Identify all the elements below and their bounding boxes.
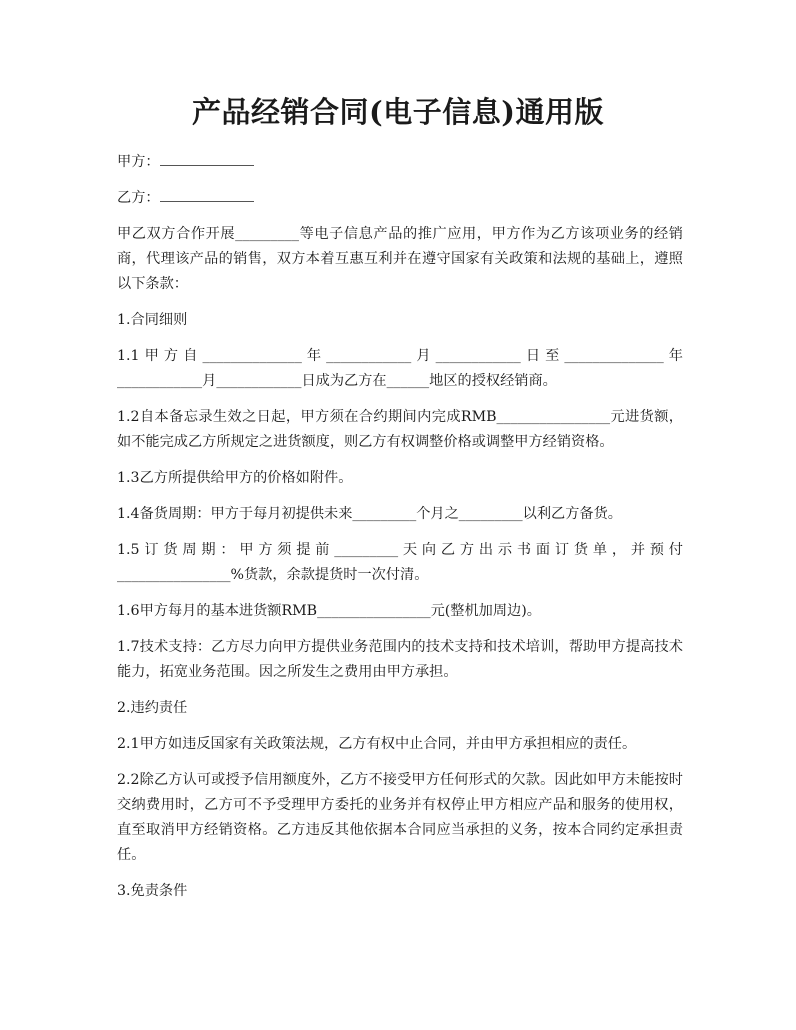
section-3-heading: 3.免责条件 bbox=[117, 883, 188, 899]
party-b-label: 乙方： bbox=[117, 190, 160, 206]
party-a-label: 甲方： bbox=[117, 154, 160, 170]
clause-1-7: 1.7技术支持：乙方尽力向甲方提供业务范围内的技术支持和技术培训，帮助甲方提高技术能力，拓宽业务范围。因之所发生之费用由甲方承担。 bbox=[117, 639, 683, 680]
party-b-line bbox=[117, 186, 683, 211]
clause-1-3: 1.3乙方所提供给甲方的价格如附件。 bbox=[117, 470, 353, 486]
section-1-heading: 1.合同细则 bbox=[117, 312, 188, 328]
clause-2-2: 2.2除乙方认可或授予信用额度外，乙方不接受甲方任何形式的欠款。因此如甲方未能按时交纳费用时，乙方可不予受理甲方委托的业务并有权停止甲方相应产品和服务的使用权，直至取消甲方经销资格。乙方违反其他依据本合同应当承担的义务，按本合同约定承担责任。 bbox=[117, 772, 683, 863]
clause-1-4: 1.4备货周期：甲方于每月初提供未来_________个月之_________以利乙方备货。 bbox=[117, 506, 622, 522]
party-a-line bbox=[117, 150, 683, 175]
document-title: 产品经销合同(电子信息)通用版 bbox=[192, 95, 604, 129]
party-a-blank bbox=[160, 151, 254, 166]
intro-paragraph: 甲乙双方合作开展_________等电子信息产品的推广应用，甲方作为乙方该项业务的经销商，代理该产品的销售，双方本着互惠互利并在遵守国家有关政策和法规的基础上，遵照以下条款： bbox=[117, 226, 683, 292]
clause-1-6: 1.6甲方每月的基本进货额RMB________________元(整机加周边)。 bbox=[117, 603, 541, 619]
clause-1-5: 1.5订货周期：甲方须提前_________天向乙方出示书面订货单，并预付________________%货款，余款提货时一次付清。 bbox=[117, 542, 683, 583]
document-body bbox=[117, 150, 683, 915]
clause-1-1: 1.1甲方自______________年____________月____________日至______________年____________月____________日成为乙方在______地区的授权经销商。 bbox=[117, 348, 683, 389]
clause-2-1: 2.1甲方如违反国家有关政策法规，乙方有权中止合同，并由甲方承担相应的责任。 bbox=[117, 736, 637, 752]
section-2-heading: 2.违约责任 bbox=[117, 700, 188, 716]
clause-1-2: 1.2自本备忘录生效之日起，甲方须在合约期间内完成RMB________________元进货额，如不能完成乙方所规定之进货额度，则乙方有权调整价格或调整甲方经销资格。 bbox=[117, 409, 683, 450]
party-b-blank bbox=[160, 187, 254, 202]
